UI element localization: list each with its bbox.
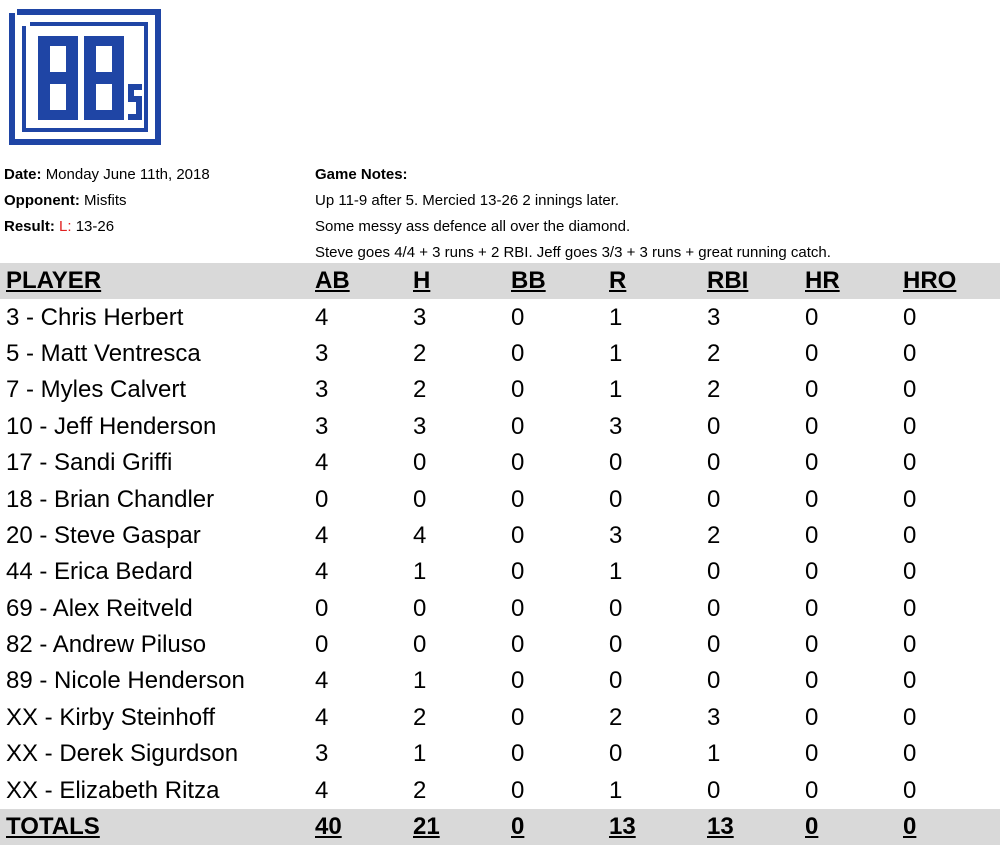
cell-hro: 0 [903, 339, 917, 367]
cell-h: 1 [413, 667, 427, 695]
cell-bb: 0 [511, 339, 525, 367]
cell-hr: 0 [805, 339, 819, 367]
date-line [4, 162, 210, 188]
game-info [4, 162, 210, 240]
total-h: 21 [413, 809, 511, 845]
opponent-value: Misfits [84, 192, 127, 209]
notes-heading: Game Notes: [315, 166, 408, 183]
cell-hr: 0 [805, 703, 819, 731]
player-row [0, 627, 1000, 663]
stats-table [0, 263, 1000, 845]
total-ab: 40 [315, 809, 413, 845]
player-row [0, 336, 1000, 372]
cell-hr: 0 [805, 776, 819, 804]
header-hro: HRO [903, 263, 1000, 299]
cell-r: 0 [609, 740, 623, 768]
cell-rbi: 0 [707, 412, 721, 440]
cell-hr: 0 [805, 485, 819, 513]
cell-rbi: 3 [707, 703, 721, 731]
header-h: H [413, 263, 511, 299]
cell-bb: 0 [511, 740, 525, 768]
cell-h: 1 [413, 558, 427, 586]
total-bb: 0 [511, 809, 609, 845]
cell-h: 0 [413, 449, 427, 477]
cell-r: 0 [609, 667, 623, 695]
total-r: 13 [609, 809, 707, 845]
cell-hro: 0 [903, 303, 917, 331]
cell-player: 20 - Steve Gaspar [6, 521, 201, 549]
cell-hro: 0 [903, 594, 917, 622]
cell-h: 0 [413, 594, 427, 622]
cell-h: 2 [413, 776, 427, 804]
cell-r: 1 [609, 339, 623, 367]
cell-h: 3 [413, 303, 427, 331]
cell-h: 2 [413, 703, 427, 731]
cell-r: 1 [609, 558, 623, 586]
cell-hr: 0 [805, 376, 819, 404]
cell-bb: 0 [511, 667, 525, 695]
cell-rbi: 2 [707, 376, 721, 404]
cell-hr: 0 [805, 521, 819, 549]
cell-hro: 0 [903, 776, 917, 804]
cell-player: 82 - Andrew Piluso [6, 631, 207, 659]
cell-r: 1 [609, 776, 623, 804]
cell-bb: 0 [511, 558, 525, 586]
cell-bb: 0 [511, 449, 525, 477]
cell-hr: 0 [805, 558, 819, 586]
player-row [0, 409, 1000, 445]
player-row [0, 554, 1000, 590]
player-row [0, 772, 1000, 808]
header-r: R [609, 263, 707, 299]
date-label: Date: [4, 166, 42, 183]
cell-hro: 0 [903, 485, 917, 513]
cell-bb: 0 [511, 521, 525, 549]
header-ab: AB [315, 263, 413, 299]
player-row [0, 663, 1000, 699]
cell-r: 0 [609, 449, 623, 477]
cell-h: 4 [413, 521, 427, 549]
cell-rbi: 0 [707, 776, 721, 804]
cell-player: 7 - Myles Calvert [6, 376, 187, 404]
cell-bb: 0 [511, 376, 525, 404]
cell-r: 0 [609, 631, 623, 659]
total-rbi: 13 [707, 809, 805, 845]
opponent-line [4, 188, 210, 214]
cell-player: 17 - Sandi Griffi [6, 449, 173, 477]
cell-bb: 0 [511, 594, 525, 622]
cell-ab: 4 [315, 776, 329, 804]
cell-hr: 0 [805, 303, 819, 331]
cell-hro: 0 [903, 521, 917, 549]
cell-r: 3 [609, 521, 623, 549]
player-row [0, 700, 1000, 736]
header-row [0, 263, 1000, 299]
cell-player: 5 - Matt Ventresca [6, 339, 201, 367]
cell-hr: 0 [805, 412, 819, 440]
cell-hro: 0 [903, 667, 917, 695]
cell-bb: 0 [511, 703, 525, 731]
cell-r: 1 [609, 303, 623, 331]
cell-bb: 0 [511, 412, 525, 440]
cell-ab: 0 [315, 631, 329, 659]
cell-ab: 3 [315, 412, 329, 440]
cell-player: 18 - Brian Chandler [6, 485, 215, 513]
player-row [0, 481, 1000, 517]
player-row [0, 736, 1000, 772]
note-line: Steve goes 4/4 + 3 runs + 2 RBI. Jeff goes 3/3 + 3 runs + great running catch. [315, 244, 831, 261]
cell-ab: 3 [315, 740, 329, 768]
cell-bb: 0 [511, 485, 525, 513]
cell-r: 2 [609, 703, 623, 731]
header-bb: BB [511, 263, 609, 299]
cell-bb: 0 [511, 631, 525, 659]
cell-player: 69 - Alex Reitveld [6, 594, 193, 622]
note-line: Up 11-9 after 5. Mercied 13-26 2 innings later. [315, 192, 620, 209]
cell-player: XX - Elizabeth Ritza [6, 776, 220, 804]
cell-player: XX - Kirby Steinhoff [6, 703, 215, 731]
cell-hro: 0 [903, 631, 917, 659]
cell-hro: 0 [903, 376, 917, 404]
cell-ab: 4 [315, 703, 329, 731]
cell-bb: 0 [511, 303, 525, 331]
result-score: 13-26 [75, 218, 115, 235]
cell-h: 2 [413, 339, 427, 367]
cell-hro: 0 [903, 740, 917, 768]
cell-ab: 0 [315, 485, 329, 513]
result-line [4, 214, 210, 240]
cell-rbi: 0 [707, 667, 721, 695]
total-hr: 0 [805, 809, 903, 845]
cell-hro: 0 [903, 558, 917, 586]
cell-r: 0 [609, 485, 623, 513]
cell-player: 89 - Nicole Henderson [6, 667, 245, 695]
total-hro: 0 [903, 809, 1000, 845]
note-line: Some messy ass defence all over the diamond. [315, 218, 631, 235]
cell-rbi: 2 [707, 521, 721, 549]
cell-rbi: 2 [707, 339, 721, 367]
cell-rbi: 0 [707, 449, 721, 477]
cell-bb: 0 [511, 776, 525, 804]
result-label: Result: [4, 218, 55, 235]
totals-row [0, 809, 1000, 845]
cell-player: 44 - Erica Bedard [6, 558, 193, 586]
cell-h: 0 [413, 485, 427, 513]
player-row [0, 591, 1000, 627]
cell-ab: 3 [315, 376, 329, 404]
cell-rbi: 3 [707, 303, 721, 331]
cell-h: 2 [413, 376, 427, 404]
result-code: L: [59, 218, 72, 235]
cell-hr: 0 [805, 631, 819, 659]
cell-r: 0 [609, 594, 623, 622]
header-player: PLAYER [0, 263, 315, 299]
cell-hr: 0 [805, 740, 819, 768]
cell-hro: 0 [903, 703, 917, 731]
game-notes [315, 162, 831, 266]
cell-r: 1 [609, 376, 623, 404]
cell-hr: 0 [805, 667, 819, 695]
total-player: TOTALS [0, 809, 315, 845]
cell-hro: 0 [903, 412, 917, 440]
header-rbi: RBI [707, 263, 805, 299]
team-logo [8, 8, 162, 146]
cell-rbi: 0 [707, 631, 721, 659]
cell-hr: 0 [805, 594, 819, 622]
cell-h: 1 [413, 740, 427, 768]
cell-hro: 0 [903, 449, 917, 477]
cell-rbi: 0 [707, 485, 721, 513]
cell-player: 10 - Jeff Henderson [6, 412, 217, 440]
cell-hr: 0 [805, 449, 819, 477]
cell-h: 3 [413, 412, 427, 440]
cell-ab: 4 [315, 521, 329, 549]
cell-r: 3 [609, 412, 623, 440]
player-row [0, 518, 1000, 554]
cell-ab: 4 [315, 667, 329, 695]
cell-rbi: 1 [707, 740, 721, 768]
cell-ab: 4 [315, 558, 329, 586]
date-value: Monday June 11th, 2018 [45, 166, 210, 183]
player-row [0, 372, 1000, 408]
cell-ab: 4 [315, 303, 329, 331]
cell-player: 3 - Chris Herbert [6, 303, 184, 331]
cell-h: 0 [413, 631, 427, 659]
cell-rbi: 0 [707, 594, 721, 622]
player-row [0, 299, 1000, 335]
cell-player: XX - Derek Sigurdson [6, 740, 239, 768]
cell-ab: 0 [315, 594, 329, 622]
player-row [0, 445, 1000, 481]
cell-ab: 4 [315, 449, 329, 477]
cell-rbi: 0 [707, 558, 721, 586]
header-hr: HR [805, 263, 903, 299]
cell-ab: 3 [315, 339, 329, 367]
opponent-label: Opponent: [4, 192, 80, 209]
